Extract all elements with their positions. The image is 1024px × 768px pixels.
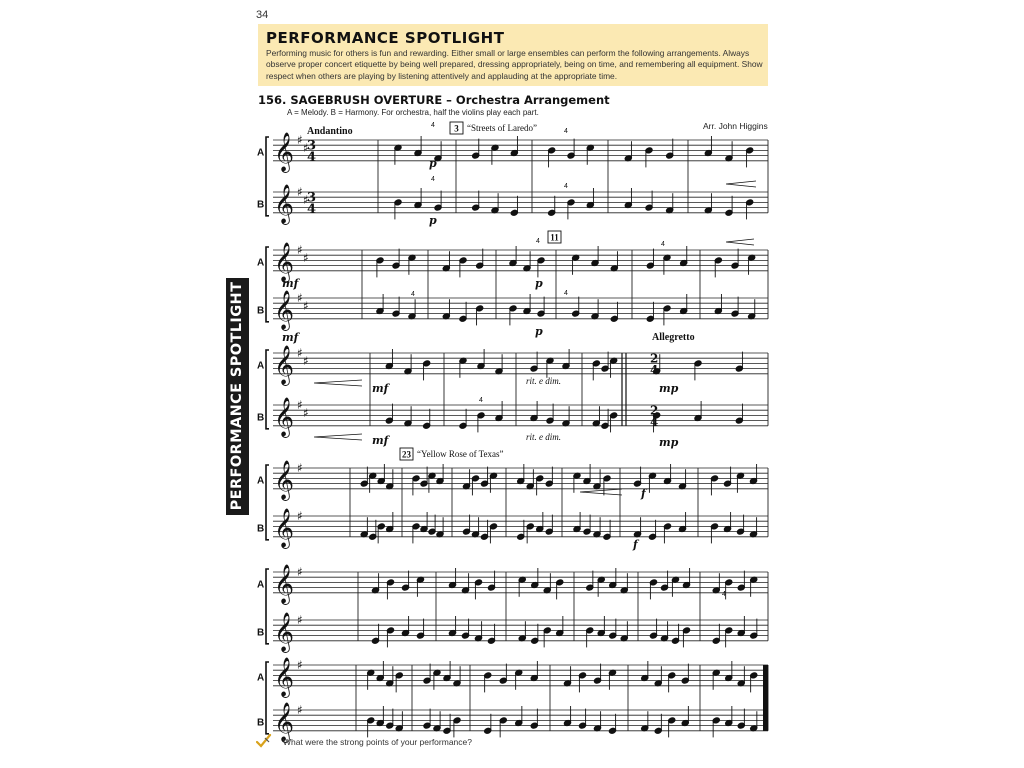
- fingering-4: 4: [536, 238, 540, 245]
- system-3-key-b: ♯: [297, 398, 303, 412]
- svg-text:♯: ♯: [303, 192, 309, 207]
- rehearsal-title-23: “Yellow Rose of Texas”: [417, 449, 504, 459]
- system-3-clef-b: 𝄞: [274, 396, 295, 437]
- exercise-title: 156. SAGEBRUSH OVERTURE – Orchestra Arrangement: [258, 93, 610, 107]
- time-sig-bottom-a: 4: [307, 149, 317, 165]
- rit-text-b: rit. e dim.: [526, 432, 561, 442]
- dynamic-p-1: p: [429, 214, 437, 227]
- dynamic-f-11: f: [633, 538, 638, 551]
- dynamic-mf-6: mf: [372, 382, 389, 395]
- dynamic-f-10: f: [641, 487, 646, 500]
- hairpin-2: [314, 380, 362, 386]
- dynamic-mp-8: mp: [659, 382, 679, 395]
- system-3-clef-a: 𝄞: [274, 344, 295, 385]
- footer-question: What were the strong points of your performance?: [283, 737, 472, 747]
- time-change-top-a: 2: [650, 351, 659, 366]
- banner-text: Performing music for others is fun and rewarding. Either small or large ensembles can perform the following arrangements. Always observe proper concert etiquette by being well prepared, dressing appropriately, being on time, and remembering all equipment. Show respect when others are playing by listening attentively and applauding at the appropriate time.: [266, 48, 763, 81]
- system-4-key-a: ♯: [297, 461, 303, 475]
- fingering-2: 4: [431, 176, 435, 183]
- svg-text:♯: ♯: [303, 140, 309, 155]
- side-tab-label: PERFORMANCE SPOTLIGHT: [229, 281, 245, 511]
- dynamic-mf-3: mf: [282, 331, 299, 344]
- final-barline: [763, 665, 768, 731]
- system-2-clef-b: 𝄞: [274, 289, 295, 330]
- fingering-8: 4: [564, 290, 568, 297]
- system-4-key-b: ♯: [297, 509, 303, 523]
- time-change-bottom-a: 4: [650, 362, 659, 377]
- time-sig-top-a: 3: [307, 138, 317, 154]
- system-5-clef-a: 𝄞: [274, 563, 295, 604]
- system-1-clef-a: 𝄞: [274, 131, 295, 172]
- time-sig-top-b: 3: [307, 190, 317, 206]
- system-2-clef-a: 𝄞: [274, 241, 295, 282]
- exercise-subtitle: A = Melody. B = Harmony. For orchestra, half the violins play each part.: [287, 108, 539, 117]
- rehearsal-title-3: “Streets of Laredo”: [467, 123, 537, 133]
- system-4-clef-a: 𝄞: [274, 459, 295, 500]
- svg-text:♯: ♯: [303, 353, 309, 368]
- fingering-7: 4: [479, 397, 483, 404]
- svg-text:♯: ♯: [303, 298, 309, 313]
- hairpin-0: [726, 181, 756, 187]
- rit-text-a: rit. e dim.: [526, 376, 561, 386]
- system-6-bracket: [266, 662, 269, 734]
- system-3-bracket: [266, 350, 269, 429]
- dynamic-mf-2: mf: [282, 277, 299, 290]
- system-5-key-a: ♯: [297, 565, 303, 579]
- system-3-key-a: ♯: [297, 346, 303, 360]
- system-4-label-a: A: [257, 475, 265, 487]
- svg-text:♯: ♯: [303, 405, 309, 420]
- fingering-1: 4: [564, 128, 568, 135]
- hairpin-3: [314, 434, 362, 440]
- system-1-key-a: ♯: [297, 133, 303, 147]
- time-change-bottom-b: 4: [650, 414, 659, 429]
- tempo-allegretto: Allegretto: [652, 332, 695, 343]
- checkmark-pencil-icon: [256, 733, 272, 749]
- system-6-clef-b: 𝄞: [274, 701, 295, 742]
- system-1-bracket: [266, 137, 269, 216]
- page-number: 34: [256, 9, 269, 21]
- system-6-label-b: B: [257, 717, 265, 729]
- system-1-key-b: ♯: [297, 185, 303, 199]
- system-5-bracket: [266, 569, 269, 644]
- fingering-5: 4: [661, 241, 665, 248]
- system-6-key-b: ♯: [297, 703, 303, 717]
- fingering-9: 4: [722, 591, 726, 598]
- time-change-top-b: 2: [650, 403, 659, 418]
- time-sig-bottom-b: 4: [307, 201, 317, 217]
- dynamic-mp-9: mp: [659, 436, 679, 449]
- system-4-clef-b: 𝄞: [274, 507, 295, 548]
- system-4-label-b: B: [257, 523, 265, 535]
- system-5-key-b: ♯: [297, 613, 303, 627]
- system-2-key-b: ♯: [297, 291, 303, 305]
- banner-title: PERFORMANCE SPOTLIGHT: [266, 29, 505, 47]
- hairpin-4: [580, 489, 622, 495]
- system-2-label-b: B: [257, 305, 265, 317]
- system-6-label-a: A: [257, 672, 265, 684]
- rehearsal-number-3: 3: [454, 123, 459, 134]
- system-5-label-b: B: [257, 627, 265, 639]
- system-1-label-a: A: [257, 147, 265, 159]
- system-3-label-b: B: [257, 412, 265, 424]
- tempo-andantino: Andantino: [307, 126, 353, 137]
- fingering-0: 4: [431, 122, 435, 129]
- dynamic-p-4: p: [535, 277, 543, 290]
- fingering-6: 4: [411, 291, 415, 298]
- system-2-label-a: A: [257, 257, 265, 269]
- svg-text:♯: ♯: [303, 250, 309, 265]
- system-2-key-a: ♯: [297, 243, 303, 257]
- system-4-bracket: [266, 465, 269, 540]
- dynamic-p-0: p: [429, 157, 437, 170]
- arranger-credit: Arr. John Higgins: [703, 121, 768, 131]
- hairpin-1: [726, 239, 754, 245]
- system-2-bracket: [266, 247, 269, 322]
- system-6-clef-a: 𝄞: [274, 656, 295, 697]
- fingering-3: 4: [564, 183, 568, 190]
- rehearsal-number-11: 11: [550, 232, 559, 243]
- system-5-clef-b: 𝄞: [274, 611, 295, 652]
- system-1-label-b: B: [257, 199, 265, 211]
- system-3-label-a: A: [257, 360, 265, 372]
- system-5-label-a: A: [257, 579, 265, 591]
- rehearsal-number-23: 23: [402, 449, 411, 460]
- dynamic-p-5: p: [535, 325, 543, 338]
- system-1-clef-b: 𝄞: [274, 183, 295, 224]
- system-6-key-a: ♯: [297, 658, 303, 672]
- dynamic-mf-7: mf: [372, 434, 389, 447]
